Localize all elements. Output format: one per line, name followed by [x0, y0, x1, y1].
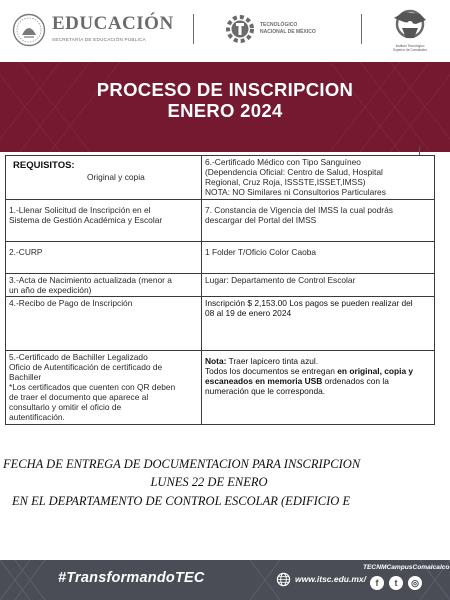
itsc-caption: [384, 44, 436, 52]
pago-line: 08 al 19 de enero 2024: [205, 308, 292, 318]
nota-line: numeración que le corresponda.: [205, 386, 326, 396]
table-row: [6, 242, 435, 274]
requisitos-cell: [6, 156, 202, 200]
certificado-line: autentificación.: [9, 412, 65, 422]
acta-line: 3.-Acta de Nacimiento actualizada (menor a: [9, 275, 172, 285]
mexico-seal-icon: [12, 13, 46, 47]
stray-mark: [419, 146, 420, 155]
delivery-info-line: FECHA DE ENTREGA DE DOCUMENTACION PARA INSCRIPCION: [3, 457, 361, 471]
website-link[interactable]: www.itsc.edu.mx/: [295, 574, 367, 584]
solicitud-line: 1.-Llenar Solicitud de Inscripción en el: [9, 205, 151, 215]
medico-line: Regional, Cruz Roja, ISSSTE,ISSET,IMSS): [205, 177, 366, 187]
itsc-logo: [384, 6, 436, 56]
itsc-caption-line: Superior de Comalcalco: [392, 48, 428, 52]
instagram-icon[interactable]: ◎: [408, 576, 422, 590]
table-row: [6, 200, 435, 242]
certificado-line: consultarlo y omitir el oficio de: [9, 402, 122, 412]
nota-emphasis: escaneados en memoria USB: [205, 376, 323, 386]
delivery-info-line: LUNES 22 DE ENERO: [150, 475, 268, 489]
medico-line: 6.-Certificado Médico con Tipo Sanguíneo: [205, 157, 361, 167]
solicitud-cell: [6, 200, 202, 242]
edu-subtitle: SECRETARÍA DE EDUCACIÓN PÚBLICA: [52, 37, 146, 42]
recibo-text: 4.-Recibo de Pago de Inscripción: [9, 298, 133, 308]
table-row: [6, 351, 435, 425]
page-title-line: ENERO 2024: [167, 100, 283, 121]
hashtag: #TransformandoTEC: [58, 570, 205, 586]
header: [0, 0, 450, 62]
delivery-info-line: EN EL DEPARTAMENTO DE CONTROL ESCOLAR (EDIFICIO E: [12, 494, 351, 508]
nota-emphasis: en original, copia y: [337, 366, 414, 376]
nota-text: Traer lapicero tinta azul.: [226, 356, 319, 366]
certificado-line: de traer el documento que aparece al: [9, 392, 149, 402]
globe-icon: [276, 572, 291, 587]
table-row: [6, 274, 435, 297]
nota-text: Todos los documentos se entregan: [205, 366, 338, 376]
tecnm-name-line: TECNOLÓGICO: [260, 22, 298, 28]
requisitos-sub: Original y copia: [87, 172, 145, 182]
requirements-table: [5, 155, 435, 425]
vigencia-line: descargar del Portal del IMSS: [205, 215, 317, 225]
pago-cell: [202, 297, 435, 351]
title-banner: [0, 62, 450, 152]
requisitos-label: REQUISITOS:: [13, 160, 75, 171]
facebook-icon[interactable]: f: [370, 576, 384, 590]
table-row: [6, 156, 435, 200]
vigencia-cell: [202, 200, 435, 242]
lugar-text: Lugar: Departamento de Control Escolar: [205, 275, 356, 285]
nota-line: [205, 376, 431, 386]
medico-line: NOTA: NO Similares ni Consultorios Particulares: [205, 187, 386, 197]
certificado-line: Bachiller: [9, 372, 42, 382]
nota-line: [205, 356, 431, 366]
nota-line: [205, 366, 431, 376]
sep-logo: [12, 11, 182, 51]
folder-text: 1 Folder T/Oficio Color Caoba: [205, 247, 317, 257]
tecnm-name-line: NACIONAL DE MÉXICO: [260, 28, 316, 35]
tecnm-logo: [224, 9, 344, 53]
twitter-icon[interactable]: t: [389, 576, 403, 590]
lugar-cell: [202, 274, 435, 297]
page-title-line: PROCESO DE INSCRIPCION: [96, 79, 354, 100]
footer: [0, 560, 450, 600]
nota-cell: [202, 351, 435, 425]
tecnm-name: [260, 22, 316, 35]
tecnm-gear-icon: [224, 9, 256, 49]
nota-label: Nota:: [205, 356, 227, 366]
nota-text: ordenados con la: [322, 376, 389, 386]
certificado-line: 5.-Certificado de Bachiller Legalizado: [9, 352, 148, 362]
itsc-logo-icon: [390, 6, 430, 44]
medico-cell: [202, 156, 435, 200]
itsc-caption-line: Instituto Tecnológico: [395, 44, 425, 48]
solicitud-line: Sistema de Gestión Académica y Escolar: [9, 215, 163, 225]
curp-text: 2.-CURP: [9, 247, 43, 257]
certificado-cell: [6, 351, 202, 425]
table-row: [6, 297, 435, 351]
certificado-line: Oficio de Autentificación de certificado de: [9, 362, 163, 372]
medico-line: (Dependencia Oficial: Centro de Salud, Hospital: [205, 167, 383, 177]
acta-line: un año de expedición): [9, 285, 92, 295]
acta-cell: [6, 274, 202, 297]
header-divider: [361, 14, 362, 44]
page-title: [0, 79, 450, 121]
header-divider: [193, 14, 194, 44]
certificado-line: *Los certificados que cuenten con QR deben: [9, 382, 176, 392]
folder-cell: [202, 242, 435, 274]
campus-handle: TECNMCampusComalcalco: [363, 564, 450, 571]
pago-line: Inscripción $ 2,153.00 Los pagos se pueden realizar del: [205, 298, 413, 308]
curp-cell: [6, 242, 202, 274]
vigencia-line: 7. Constancia de Vigencia del IMSS la cual podrás: [205, 205, 393, 215]
recibo-cell: [6, 297, 202, 351]
edu-title: EDUCACIÓN: [52, 13, 174, 34]
